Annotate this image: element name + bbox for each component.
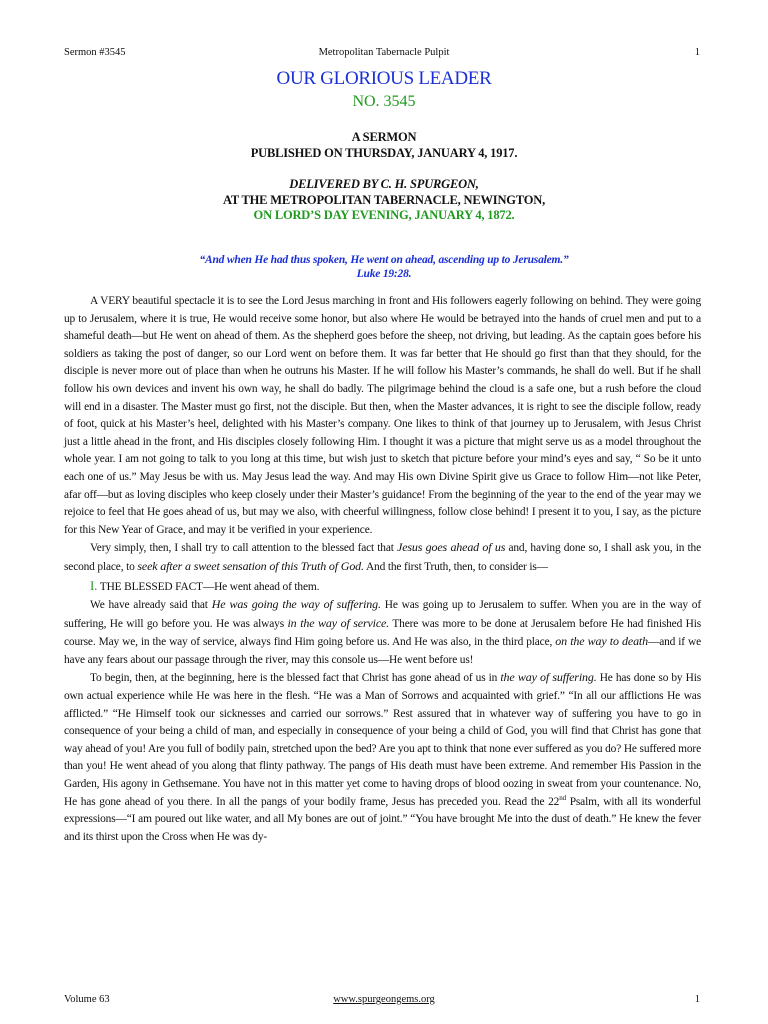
meta-line-location: AT THE METROPOLITAN TABERNACLE, NEWINGTON, bbox=[223, 192, 545, 207]
epigraph-reference: Luke 19:28. bbox=[356, 268, 412, 280]
publication-title: Metropolitan Tabernacle Pulpit bbox=[318, 47, 450, 58]
paragraph: A VERY beautiful spectacle it is to see the Lord Jesus marching in front and His followers eagerly following on behind. They were going up to Jerusalem, where it is true, He would receive some honor, but also where He would be betrayed into the hands of cruel men and put to a shameful death—but He went on ahead of them. As the shepherd goes before the sheep, not driving, but leading. As the captain goes before his soldiers as taking the post of danger, so our Lord went on before them. It was far better that He should go first than that they should, for the disciple is never more out of place than when he outruns his Master. If he will follow his Master’s commands, he shall do well. But if he shall follow his own devices and invent his own way, he shall do badly. The pilgrimage behind the cloud is a safe one, but a rush before the cloud will end in a disaster. The Master must go first, not the disciple. But then, when the Master advances, it is right to see the disciple follow, ready of foot, quick at his Master’s heel, delighted with his Master’s company. One likes to think of that journey up to Jerusalem, with Jesus Christ just a little ahead in the front, and His disciples closely following Him. I thought it was a picture that might serve us as a model throughout the whole year. I am not going to talk to you long at this time, but wish just to sketch that picture before your mind’s eyes and say, “ So be it unto each one of us.” May Jesus be with us. May Jesus lead the way. And may His own Divine Spirit give us Grace to follow Him—not like Peter, afar off—but as loving disciples who keep closely under their Master’s guidance! From the beginning of the year to the end of the year may we rejoice to feel that He goes ahead of us, but may we also, with cheerful willingness, follow close behind! I present it to you, I say, as the picture for this New Year of Grace, and may it be verified in your experience. bbox=[64, 295, 701, 536]
sermon-number-label: Sermon #3545 bbox=[64, 47, 126, 58]
sermon-meta bbox=[64, 130, 704, 224]
roman-numeral: I. bbox=[90, 577, 98, 593]
sermon-number: NO. 3545 bbox=[352, 93, 416, 110]
meta-line-delivered: DELIVERED BY C. H. SPURGEON, bbox=[289, 177, 479, 191]
epigraph-quote: “And when He had thus spoken, He went on ahead, ascending up to Jerusalem.” bbox=[199, 254, 569, 266]
scripture-epigraph bbox=[64, 253, 704, 281]
paragraph: We have already said that He was going the way of suffering. He was going up to Jerusalem to suffer. When you are in the way of suffering, He will go before you. He was always in the way of service. There was more to be done at Jerusalem before He had finished His course. May we, in the way of service, always find Him going before us. And He was also, in the third place, on the way to death—and if we have any fears about our passage through the river, may this console us—He went before us! bbox=[64, 597, 701, 666]
section-heading: I. THE BLESSED FACT—He went ahead of them. bbox=[90, 577, 320, 593]
meta-line-date: ON LORD’S DAY EVENING, JANUARY 4, 1872. bbox=[253, 208, 515, 222]
sermon-title: OUR GLORIOUS LEADER bbox=[276, 68, 492, 89]
page-number: 1 bbox=[694, 47, 700, 58]
paragraph: Very simply, then, I shall try to call attention to the blessed fact that Jesus goes ahead of us and, having done so, I shall ask you, in the second place, to seek after a sweet sensation of this Truth of God. And the first Truth, then, to consider is— bbox=[64, 540, 701, 573]
website-link[interactable]: www.spurgeongems.org bbox=[333, 994, 435, 1005]
paragraph: To begin, then, at the beginning, here is the blessed fact that Christ has gone ahead of us in the way of suffering. He has done so by His own actual experience while He was here in the flesh. “He was a Man of Sorrows and acquainted with grief.” “In all our afflictions He was afflicted.” “He Himself took our sicknesses and carried our sorrows.” Rest assured that in whatever way of suffering you have to go in consequence of your being a child of man, and especially in consequence of your being a child of God, you will find that Christ has gone that way ahead of you! Are you full of bodily pain, stretched upon the bed? Are you apt to think that none ever suffered as you do? He suffered more than you! He went ahead of you along that flinty pathway. The pangs of His death must have been extreme. And remember His Passion in the Garden, His agony in Gethsemane. You have not in this matter yet come to having drops of blood oozing in sweat from your countenance. No, He has gone ahead of you there. In all the pangs of your bodily frame, Jesus has preceded you. Read the 22nd Psalm, with all its wonderful expressions—“I am poured out like water, and all My bones are out of joint.” “You have brought Me into the dust of death.” He knew the fever and its thirst upon the Cross when He was dy- bbox=[64, 670, 701, 843]
footer-page-number: 1 bbox=[694, 994, 700, 1005]
title-block bbox=[64, 68, 704, 112]
running-header bbox=[64, 46, 704, 60]
meta-line-published: PUBLISHED ON THURSDAY, JANUARY 4, 1917. bbox=[250, 145, 518, 160]
running-footer bbox=[64, 993, 704, 1007]
volume-label: Volume 63 bbox=[64, 994, 110, 1005]
sermon-body bbox=[64, 293, 701, 846]
meta-line-sermon: A SERMON bbox=[351, 130, 417, 144]
